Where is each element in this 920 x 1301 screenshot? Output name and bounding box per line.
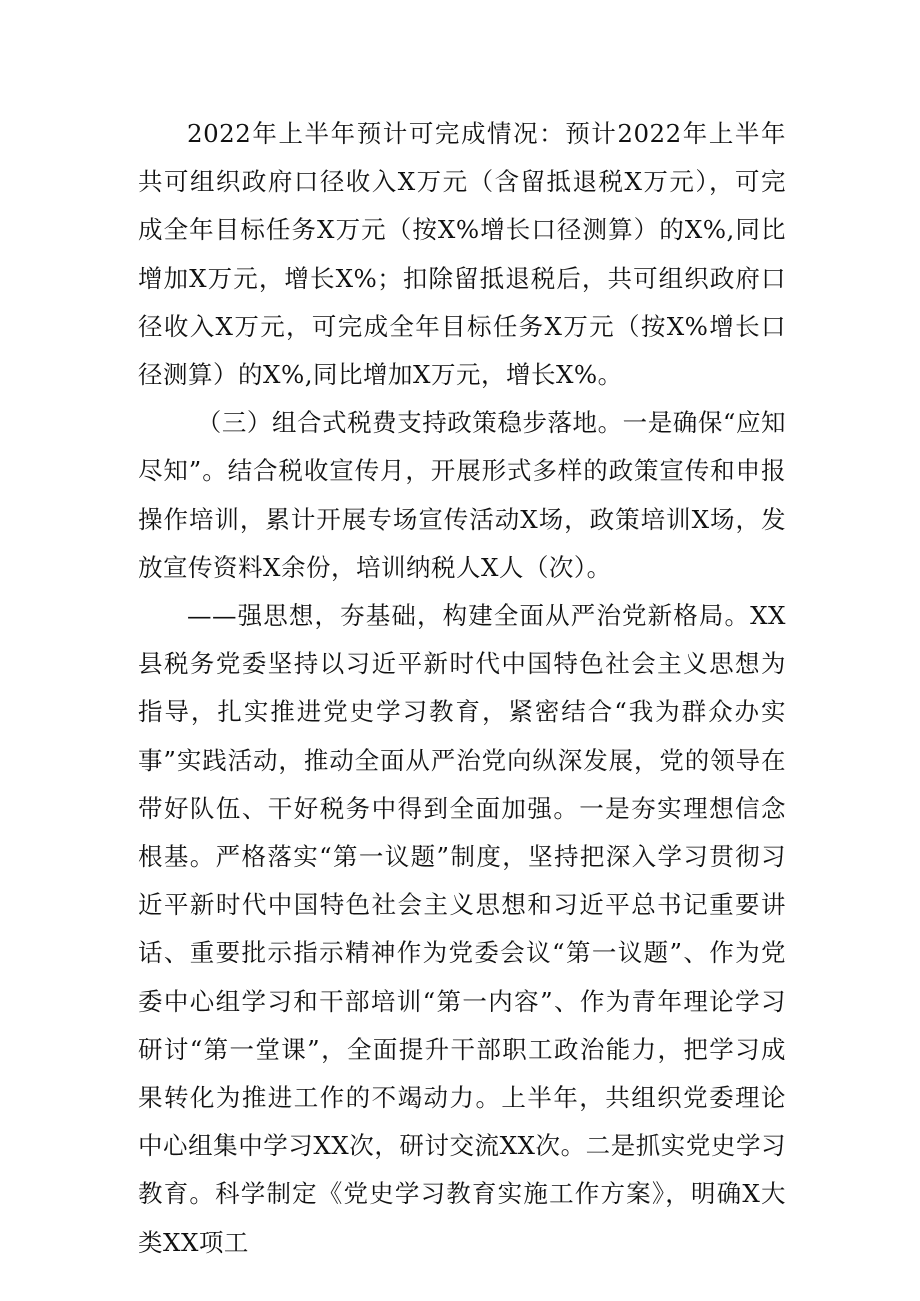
paragraph-revenue-forecast: 2022年上半年预计可完成情况：预计2022年上半年共可组织政府口径收入X万元（含留抵退税X万元），可完成全年目标任务X万元（按X%增长口径测算）的X%,同比增加X万元，增长X%；扣除留抵退税后，共可组织政府口径收入X万元，可完成全年目标任务X万元（按X%增长口径测算）的X%,同比增加X万元，增长X%。 [138,119,786,390]
document-body [138,110,786,1267]
paragraph-party-building: ——强思想，夯基础，构建全面从严治党新格局。XX县税务党委坚持以习近平新时代中国特色社会主义思想为指导，扎实推进党史学习教育，紧密结合“我为群众办实事”实践活动，推动全面从严治党向纵深发展，党的领导在带好队伍、干好税务中得到全面加强。一是夯实理想信念根基。严格落实“第一议题”制度，坚持把深入学习贯彻习近平新时代中国特色社会主义思想和习近平总书记重要讲话、重要批示指示精神作为党委会议“第一议题”、作为党委中心组学习和干部培训“第一内容”、作为青年理论学习研讨“第一堂课”，全面提升干部职工政治能力，把学习成果转化为推进工作的不竭动力。上半年，共组织党委理论中心组集中学习XX次，研讨交流XX次。二是抓实党史学习教育。科学制定《党史学习教育实施工作方案》，明确X大类XX项工 [138,601,786,1257]
paragraph-tax-policy: （三）组合式税费支持政策稳步落地。一是确保“应知尽知”。结合税收宣传月，开展形式多样的政策宣传和申报操作培训，累计开展专场宣传活动X场，政策培训X场，发放宣传资料X余份，培训纳税人X人（次）。 [138,408,786,582]
